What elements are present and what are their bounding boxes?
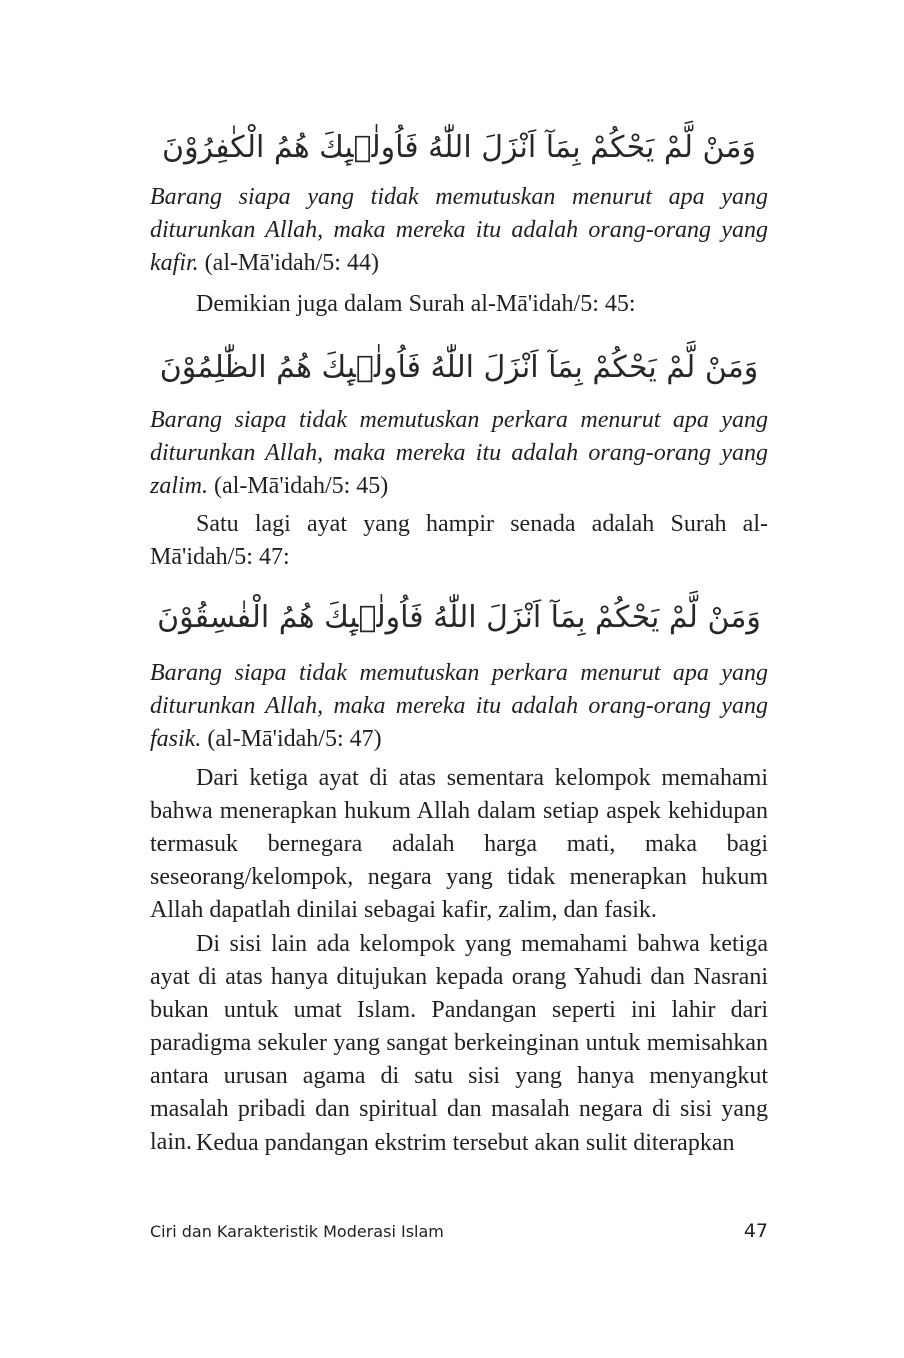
- verse-44-translation: Barang siapa yang tidak memutuskan menurut apa yang diturunkan Allah, maka mereka itu adalah orang-orang yang kafir.: [150, 184, 768, 276]
- arabic-verse-44: وَمَنْ لَّمْ يَحْكُمْ بِمَآ اَنْزَلَ اللّٰهُ فَاُولٰۤىِٕكَ هُمُ الْكٰفِرُوْنَ: [162, 130, 756, 165]
- verse-45-intro: Demikian juga dalam Surah al-Mā'idah/5: 45:: [196, 291, 636, 317]
- verse-45-translation-block: [150, 404, 768, 503]
- arabic-verse-45: وَمَنْ لَّمْ يَحْكُمْ بِمَآ اَنْزَلَ اللّٰهُ فَاُولٰۤىِٕكَ هُمُ الظّٰلِمُوْنَ: [159, 350, 759, 385]
- verse-47-translation: Barang siapa tidak memutuskan perkara menurut apa yang diturunkan Allah, maka mereka itu adalah orang-orang yang fasik.: [150, 660, 768, 752]
- body-paragraph: Di sisi lain ada kelompok yang memahami bahwa ketiga ayat di atas hanya ditujukan kepada orang Yahudi dan Nasrani bukan untuk umat Islam. Pandangan seperti ini lahir dari paradigma sekuler yang sangat berkeinginan untuk memisahkan antara urusan agama di satu sisi yang hanya menyangkut masalah pribadi dan spiritual dan masalah negara di sisi yang lain.: [150, 931, 768, 1155]
- verse-45-translation: Barang siapa tidak memutuskan perkara menurut apa yang diturunkan Allah, maka mereka itu adalah orang-orang yang zalim.: [150, 407, 768, 499]
- verse-45-reference: (al-Mā'idah/5: 45): [214, 473, 389, 499]
- running-footer-title: Ciri dan Karakteristik Moderasi Islam: [150, 1222, 444, 1241]
- verse-44-translation-block: [150, 181, 768, 280]
- body-paragraph: Kedua pandangan ekstrim tersebut akan sulit diterapkan: [196, 1130, 735, 1156]
- verse-44-reference: (al-Mā'idah/5: 44): [204, 250, 379, 276]
- arabic-verse-47: وَمَنْ لَّمْ يَحْكُمْ بِمَآ اَنْزَلَ اللّٰهُ فَاُولٰۤىِٕكَ هُمُ الْفٰسِقُوْنَ: [157, 600, 761, 635]
- verse-47-reference: (al-Mā'idah/5: 47): [207, 726, 382, 752]
- page-number: 47: [743, 1220, 768, 1242]
- verse-47-intro: Satu lagi ayat yang hampir senada adalah Surah al-Mā'idah/5: 47:: [150, 511, 768, 570]
- body-paragraph: Dari ketiga ayat di atas sementara kelompok memahami bahwa menerapkan hukum Allah dalam setiap aspek kehidupan termasuk bernegara adalah harga mati, maka bagi seseorang/kelompok, negara yang tidak menerapkan hukum Allah dapatlah dinilai sebagai kafir, zalim, dan fasik.: [150, 765, 768, 923]
- verse-47-translation-block: [150, 657, 768, 756]
